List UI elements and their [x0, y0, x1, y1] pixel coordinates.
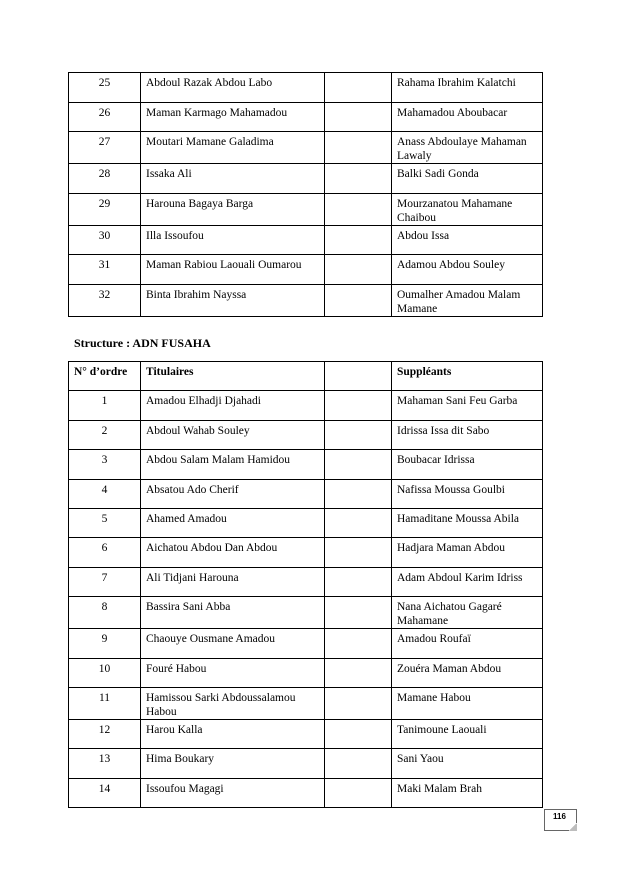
- empty-cell: [325, 102, 392, 132]
- order-number-cell: 13: [69, 749, 141, 778]
- empty-cell: [325, 479, 392, 508]
- candidates-table-continued: [68, 72, 543, 317]
- empty-cell: [325, 420, 392, 449]
- suppleant-cell: Boubacar Idrissa: [392, 450, 543, 479]
- titulaire-cell: Harou Kalla: [141, 719, 325, 748]
- table-2-body: [69, 391, 543, 808]
- table-row: [69, 508, 543, 537]
- suppleant-cell: Nafissa Moussa Goulbi: [392, 479, 543, 508]
- table-row: [69, 255, 543, 285]
- table-row: [69, 193, 543, 225]
- titulaire-cell: Abdoul Razak Abdou Labo: [141, 73, 325, 103]
- titulaire-cell: Abdoul Wahab Souley: [141, 420, 325, 449]
- suppleant-cell: Adam Abdoul Karim Idriss: [392, 567, 543, 596]
- table-header-row: [69, 362, 543, 391]
- header-titulaires: Titulaires: [141, 362, 325, 391]
- titulaire-cell: Abdou Salam Malam Hamidou: [141, 450, 325, 479]
- titulaire-cell: Bassira Sani Abba: [141, 597, 325, 629]
- empty-cell: [325, 538, 392, 567]
- suppleant-cell: Hamaditane Moussa Abila: [392, 508, 543, 537]
- empty-cell: [325, 597, 392, 629]
- titulaire-cell: Absatou Ado Cherif: [141, 479, 325, 508]
- suppleant-cell: Balki Sadi Gonda: [392, 164, 543, 194]
- suppleant-cell: Oumalher Amadou Malam Mamane: [392, 284, 543, 316]
- order-number-cell: 4: [69, 479, 141, 508]
- table-row: [69, 479, 543, 508]
- order-number-cell: 14: [69, 778, 141, 807]
- empty-cell: [325, 687, 392, 719]
- titulaire-cell: Ahamed Amadou: [141, 508, 325, 537]
- suppleant-cell: Adamou Abdou Souley: [392, 255, 543, 285]
- order-number-cell: 5: [69, 508, 141, 537]
- empty-cell: [325, 284, 392, 316]
- empty-cell: [325, 567, 392, 596]
- table-row: [69, 420, 543, 449]
- suppleant-cell: Rahama Ibrahim Kalatchi: [392, 73, 543, 103]
- table-row: [69, 284, 543, 316]
- order-number-cell: 1: [69, 391, 141, 420]
- table-row: [69, 778, 543, 807]
- titulaire-cell: Maman Karmago Mahamadou: [141, 102, 325, 132]
- order-number-cell: 28: [69, 164, 141, 194]
- suppleant-cell: Mahamadou Aboubacar: [392, 102, 543, 132]
- titulaire-cell: Hamissou Sarki Abdoussalamou Habou: [141, 687, 325, 719]
- table-row: [69, 719, 543, 748]
- empty-cell: [325, 225, 392, 255]
- empty-cell: [325, 73, 392, 103]
- empty-cell: [325, 749, 392, 778]
- order-number-cell: 11: [69, 687, 141, 719]
- table-row: [69, 597, 543, 629]
- empty-cell: [325, 193, 392, 225]
- empty-cell: [325, 450, 392, 479]
- table-row: [69, 538, 543, 567]
- suppleant-cell: Amadou Roufaï: [392, 629, 543, 658]
- titulaire-cell: Fouré Habou: [141, 658, 325, 687]
- order-number-cell: 25: [69, 73, 141, 103]
- order-number-cell: 12: [69, 719, 141, 748]
- suppleant-cell: Anass Abdoulaye Mahaman Lawaly: [392, 132, 543, 164]
- titulaire-cell: Binta Ibrahim Nayssa: [141, 284, 325, 316]
- titulaire-cell: Chaouye Ousmane Amadou: [141, 629, 325, 658]
- suppleant-cell: Tanimoune Laouali: [392, 719, 543, 748]
- suppleant-cell: Hadjara Maman Abdou: [392, 538, 543, 567]
- order-number-cell: 3: [69, 450, 141, 479]
- empty-cell: [325, 508, 392, 537]
- page-number-badge: [544, 809, 577, 831]
- table-row: [69, 450, 543, 479]
- order-number-cell: 30: [69, 225, 141, 255]
- table-1-body: [69, 73, 543, 317]
- table-row: [69, 629, 543, 658]
- order-number-cell: 29: [69, 193, 141, 225]
- order-number-cell: 9: [69, 629, 141, 658]
- empty-cell: [325, 391, 392, 420]
- suppleant-cell: Mourzanatou Mahamane Chaibou: [392, 193, 543, 225]
- table-row: [69, 687, 543, 719]
- order-number-cell: 2: [69, 420, 141, 449]
- table-row: [69, 391, 543, 420]
- empty-cell: [325, 164, 392, 194]
- order-number-cell: 32: [69, 284, 141, 316]
- page-number: 116: [553, 812, 566, 821]
- order-number-cell: 8: [69, 597, 141, 629]
- titulaire-cell: Ali Tidjani Harouna: [141, 567, 325, 596]
- table-row: [69, 749, 543, 778]
- suppleant-cell: Zouéra Maman Abdou: [392, 658, 543, 687]
- titulaire-cell: Amadou Elhadji Djahadi: [141, 391, 325, 420]
- page-corner-fold: [569, 823, 577, 831]
- order-number-cell: 6: [69, 538, 141, 567]
- adn-fusaha-table: [68, 361, 543, 808]
- suppleant-cell: Mamane Habou: [392, 687, 543, 719]
- order-number-cell: 7: [69, 567, 141, 596]
- titulaire-cell: Issoufou Magagi: [141, 778, 325, 807]
- header-suppleants: Suppléants: [392, 362, 543, 391]
- suppleant-cell: Idrissa Issa dit Sabo: [392, 420, 543, 449]
- header-order-number: N° d’ordre: [69, 362, 141, 391]
- titulaire-cell: Aichatou Abdou Dan Abdou: [141, 538, 325, 567]
- table-row: [69, 132, 543, 164]
- order-number-cell: 27: [69, 132, 141, 164]
- suppleant-cell: Maki Malam Brah: [392, 778, 543, 807]
- titulaire-cell: Harouna Bagaya Barga: [141, 193, 325, 225]
- table-row: [69, 102, 543, 132]
- table-row: [69, 567, 543, 596]
- order-number-cell: 10: [69, 658, 141, 687]
- suppleant-cell: Abdou Issa: [392, 225, 543, 255]
- titulaire-cell: Hima Boukary: [141, 749, 325, 778]
- titulaire-cell: Moutari Mamane Galadima: [141, 132, 325, 164]
- empty-cell: [325, 132, 392, 164]
- structure-title: Structure : ADN FUSAHA: [74, 336, 211, 350]
- empty-cell: [325, 658, 392, 687]
- empty-cell: [325, 778, 392, 807]
- table-row: [69, 73, 543, 103]
- titulaire-cell: Issaka Ali: [141, 164, 325, 194]
- empty-cell: [325, 719, 392, 748]
- titulaire-cell: Illa Issoufou: [141, 225, 325, 255]
- table-row: [69, 225, 543, 255]
- header-empty-cell: [325, 362, 392, 391]
- titulaire-cell: Maman Rabiou Laouali Oumarou: [141, 255, 325, 285]
- suppleant-cell: Sani Yaou: [392, 749, 543, 778]
- suppleant-cell: Mahaman Sani Feu Garba: [392, 391, 543, 420]
- empty-cell: [325, 629, 392, 658]
- order-number-cell: 31: [69, 255, 141, 285]
- empty-cell: [325, 255, 392, 285]
- order-number-cell: 26: [69, 102, 141, 132]
- table-row: [69, 658, 543, 687]
- suppleant-cell: Nana Aichatou Gagaré Mahamane: [392, 597, 543, 629]
- table-row: [69, 164, 543, 194]
